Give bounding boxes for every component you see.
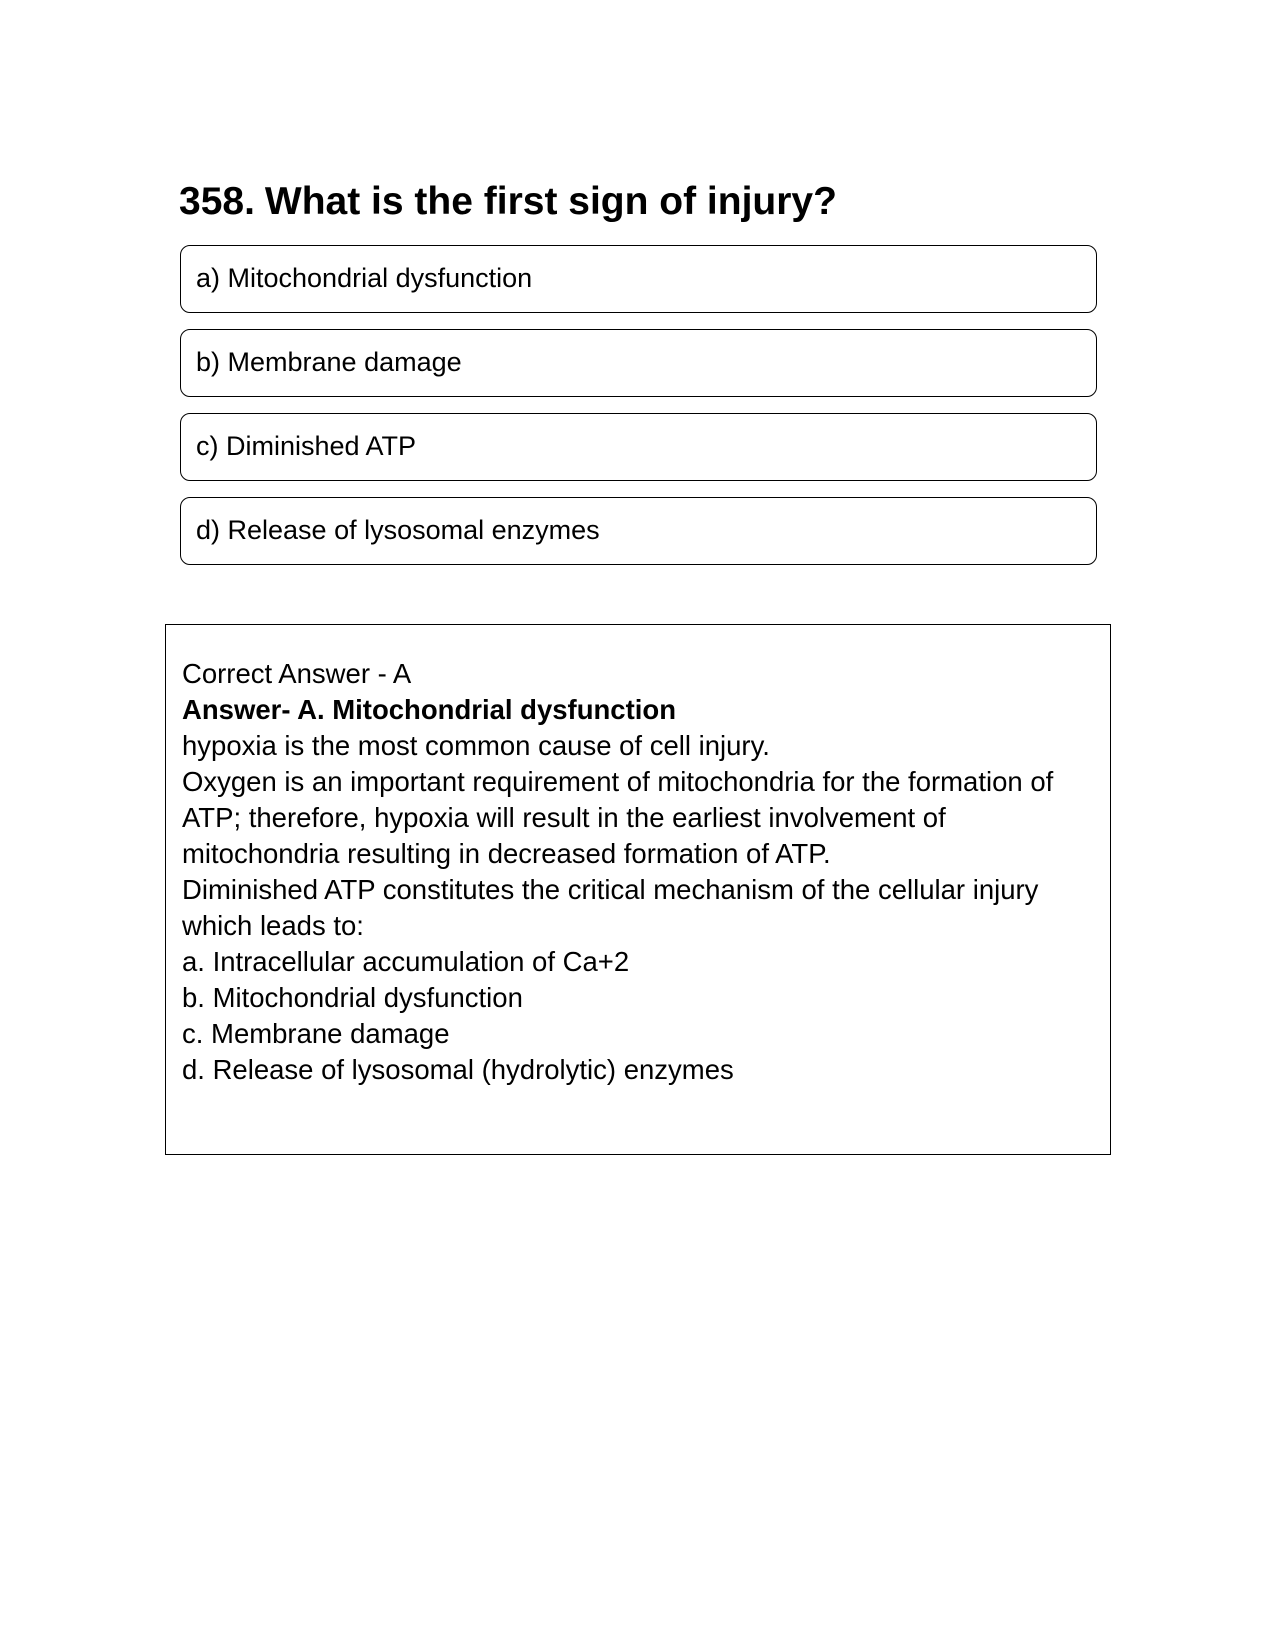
explanation-line: Oxygen is an important requirement of mitochondria for the formation of ATP; therefore, hypoxia will result in the earliest involvement of mitochondria resulting in decreased formation of ATP. [182, 766, 1054, 869]
option-d[interactable]: d) Release of lysosomal enzymes [180, 497, 1097, 565]
explanation-list-item: d. Release of lysosomal (hydrolytic) enzymes [182, 1054, 734, 1085]
explanation-list-item: c. Membrane damage [182, 1018, 450, 1049]
answer-explanation-box [165, 624, 1111, 1155]
options-list [180, 245, 1097, 581]
correct-answer-line: Correct Answer - A [182, 658, 412, 689]
explanation-list-item: b. Mitochondrial dysfunction [182, 982, 523, 1013]
question-number: 358. [179, 180, 255, 223]
answer-heading: Answer- A. Mitochondrial dysfunction [182, 694, 676, 725]
option-a[interactable]: a) Mitochondrial dysfunction [180, 245, 1097, 313]
explanation-line: hypoxia is the most common cause of cell injury. [182, 730, 770, 761]
option-b[interactable]: b) Membrane damage [180, 329, 1097, 397]
option-c[interactable]: c) Diminished ATP [180, 413, 1097, 481]
explanation-line: Diminished ATP constitutes the critical mechanism of the cellular injury which leads to: [182, 874, 1039, 941]
explanation-list-item: a. Intracellular accumulation of Ca+2 [182, 946, 630, 977]
question-text: What is the first sign of injury? [264, 180, 837, 223]
question-title [179, 178, 837, 226]
